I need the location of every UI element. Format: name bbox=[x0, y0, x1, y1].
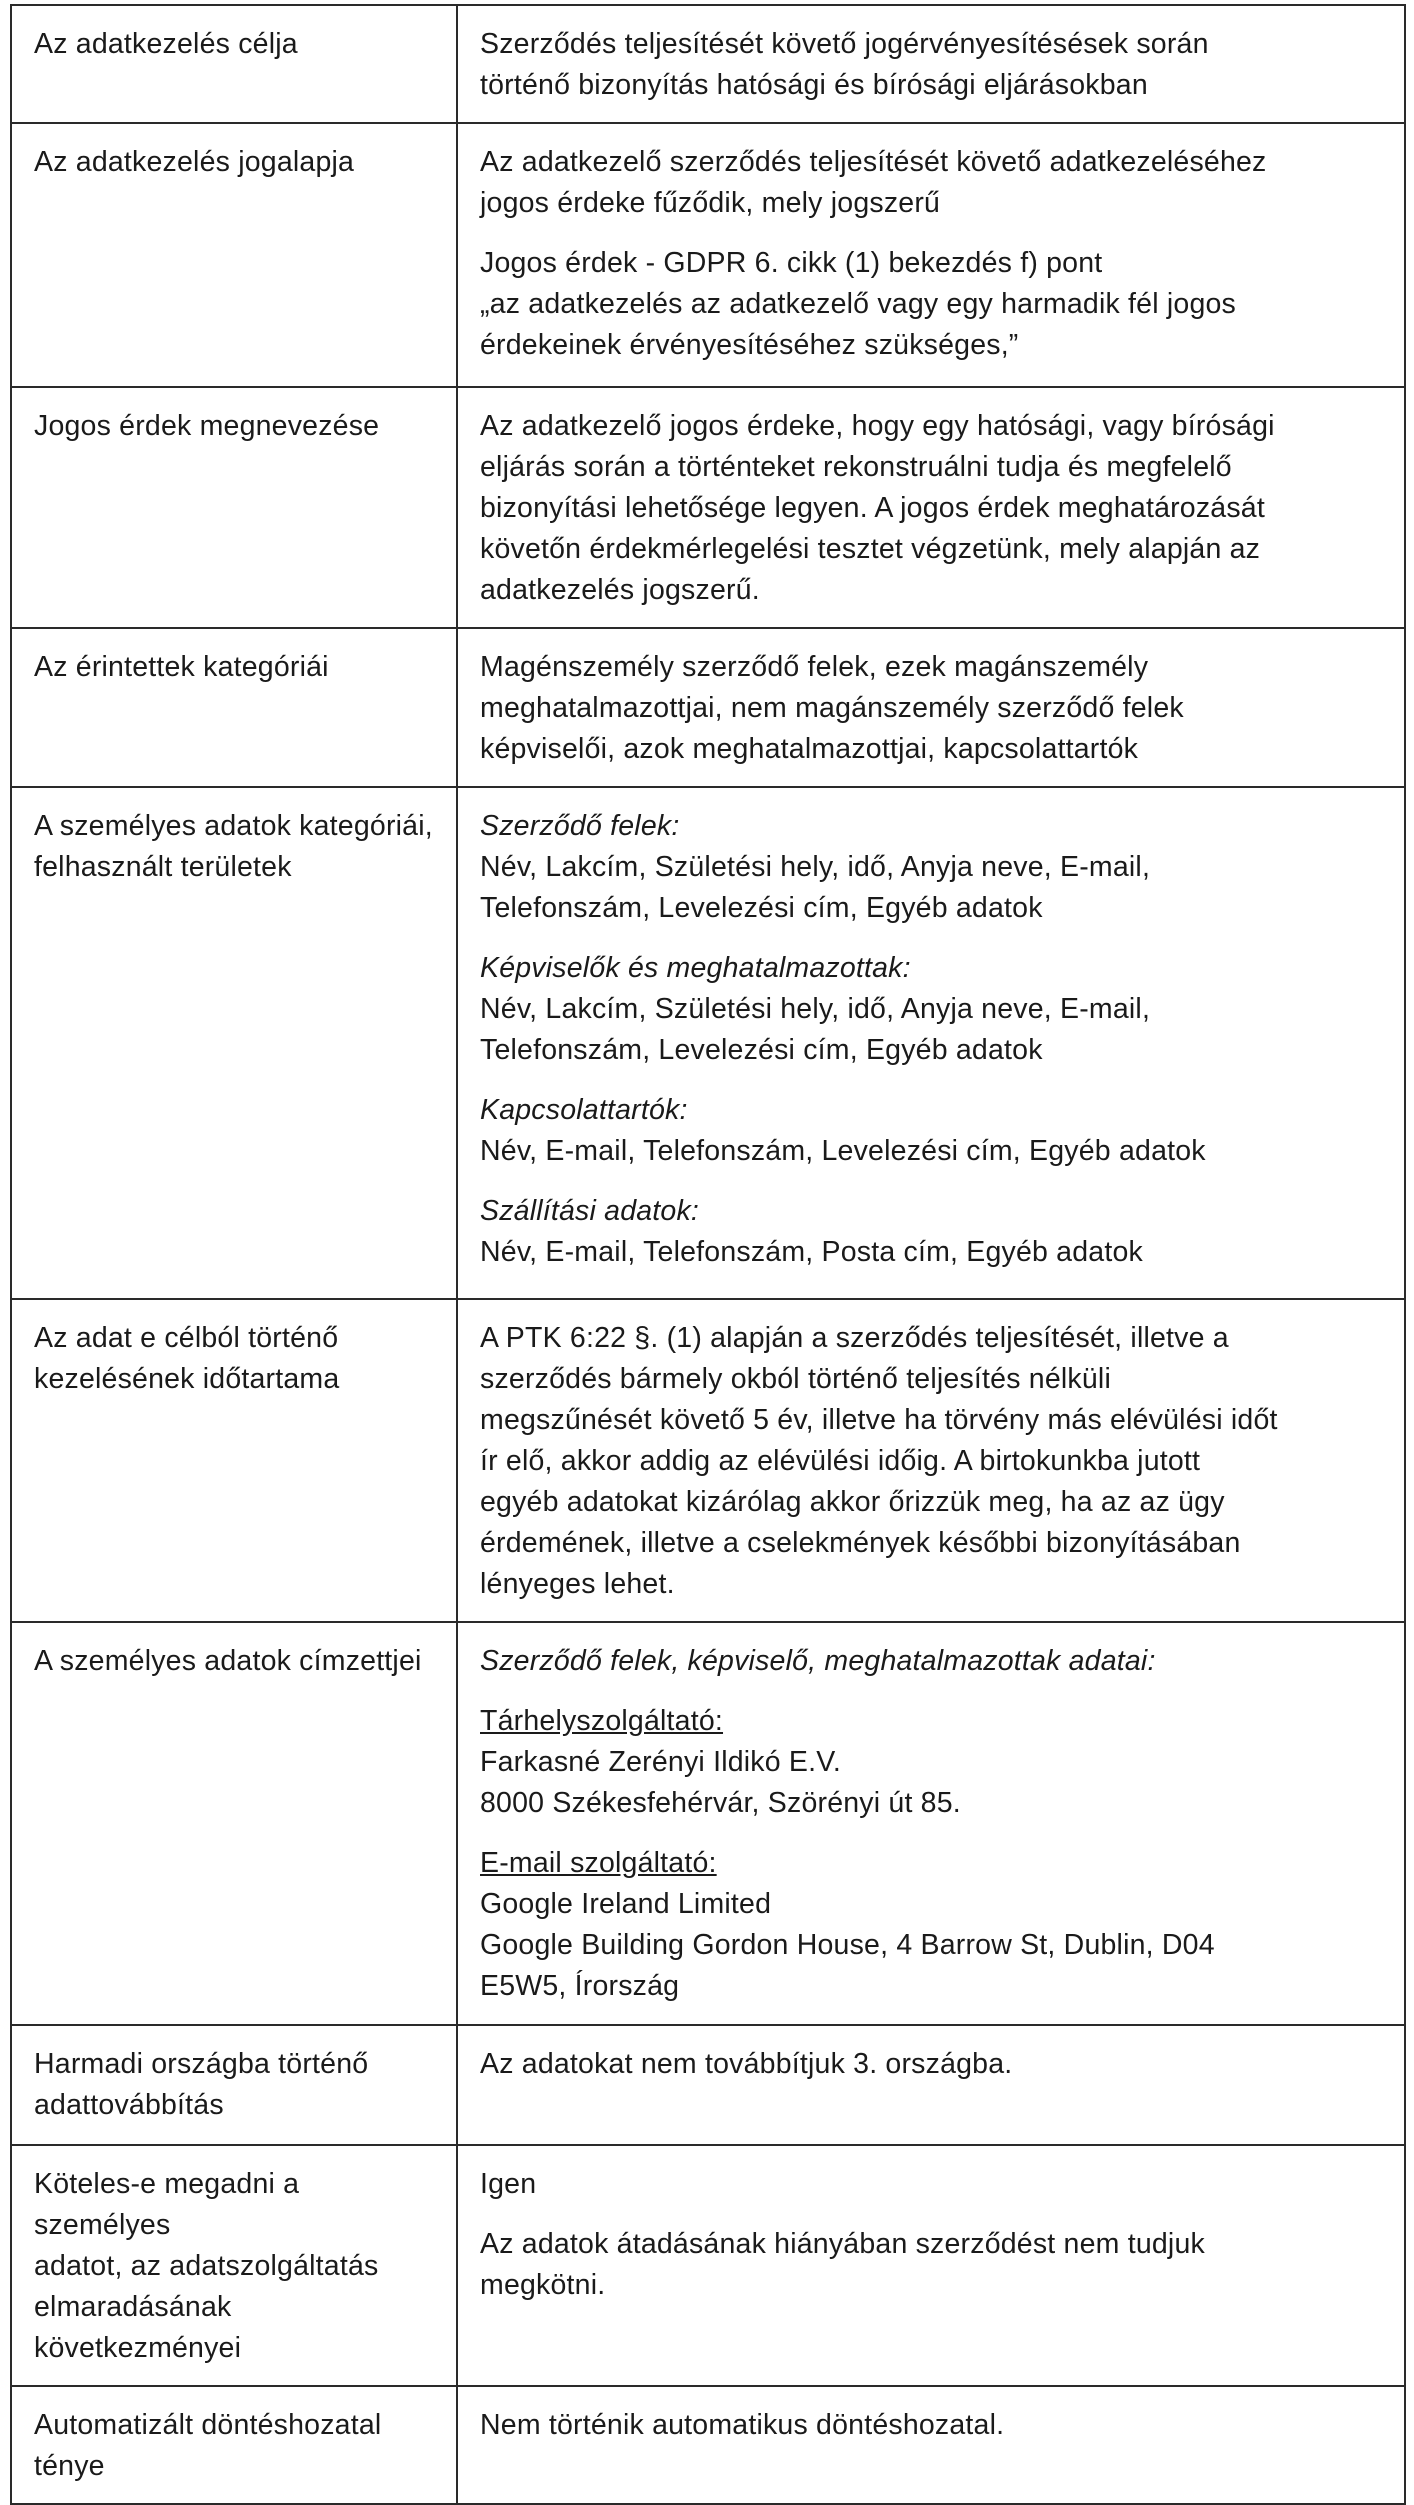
value-text: Az adatok átadásának hiányában szerződést nem tudjuk megkötni. bbox=[480, 2228, 1205, 2301]
row-value-cell bbox=[457, 5, 1405, 123]
row-label-cell bbox=[11, 787, 457, 1299]
row-value-cell bbox=[457, 2386, 1405, 2504]
value-subheading: E-mail szolgáltató: bbox=[480, 1847, 717, 1879]
table-row bbox=[11, 5, 1405, 123]
value-paragraph bbox=[480, 142, 1382, 224]
value-text: Farkasné Zerényi Ildikó E.V. 8000 Székesfehérvár, Szörényi út 85. bbox=[480, 1746, 961, 1819]
value-text: Név, E-mail, Telefonszám, Levelezési cím, Egyéb adatok bbox=[480, 1135, 1206, 1167]
row-value-cell bbox=[457, 2145, 1405, 2386]
value-text: Igen bbox=[480, 2168, 537, 2200]
row-label: Az érintettek kategóriái bbox=[34, 651, 329, 683]
value-text: Magénszemély szerződő felek, ezek magánszemély meghatalmazottjai, nem magánszemély szerződő felek képviselői, azok meghatalmazottjai, kapcsolattartók bbox=[480, 651, 1184, 765]
value-text: Név, Lakcím, Születési hely, idő, Anyja neve, E-mail, Telefonszám, Levelezési cím, Egyéb adatok bbox=[480, 851, 1151, 924]
row-label-cell bbox=[11, 387, 457, 628]
row-value-cell bbox=[457, 628, 1405, 787]
row-label-cell bbox=[11, 5, 457, 123]
value-paragraph bbox=[480, 948, 1382, 1071]
row-label: Automatizált döntéshozatal ténye bbox=[34, 2409, 382, 2482]
value-text: Név, E-mail, Telefonszám, Posta cím, Egyéb adatok bbox=[480, 1236, 1143, 1268]
row-label: A személyes adatok címzettjei bbox=[34, 1645, 422, 1677]
value-text: Nem történik automatikus döntéshozatal. bbox=[480, 2409, 1005, 2441]
value-text: Az adatkezelő jogos érdeke, hogy egy hatósági, vagy bírósági eljárás során a történteket rekonstruálni tudja és megfelelő bizonyítási lehetősége legyen. A jogos érdek meghatározását követőn érdekmérlegelési tesztet végzetünk, mely alapján az adatkezelés jogszerű. bbox=[480, 410, 1275, 606]
row-value-cell bbox=[457, 1622, 1405, 2025]
value-paragraph bbox=[480, 243, 1382, 366]
value-paragraph bbox=[480, 1701, 1382, 1824]
row-label: Az adat e célból történő kezelésének időtartama bbox=[34, 1322, 340, 1395]
value-paragraph bbox=[480, 1191, 1382, 1273]
table-row bbox=[11, 387, 1405, 628]
value-paragraph bbox=[480, 1641, 1382, 1682]
row-value-cell bbox=[457, 387, 1405, 628]
row-label-cell bbox=[11, 123, 457, 387]
row-label-cell bbox=[11, 2145, 457, 2386]
table-row bbox=[11, 123, 1405, 387]
row-label: Az adatkezelés jogalapja bbox=[34, 146, 355, 178]
row-label: Köteles-e megadni a személyes adatot, az adatszolgáltatás elmaradásának következményei bbox=[34, 2168, 379, 2364]
row-label-cell bbox=[11, 2386, 457, 2504]
value-subheading: Szerződő felek: bbox=[480, 810, 680, 842]
table-row bbox=[11, 787, 1405, 1299]
row-value-cell bbox=[457, 2025, 1405, 2145]
value-subheading: Tárhelyszolgáltató: bbox=[480, 1705, 724, 1737]
row-label: Harmadi országba történő adattovábbítás bbox=[34, 2048, 369, 2121]
value-text: A PTK 6:22 §. (1) alapján a szerződés teljesítését, illetve a szerződés bármely okból történő teljesítés nélküli megszűnését követő 5 év, illetve ha törvény más elévülési időt ír elő, akkor addig az elévülési időig. A birtokunkba jutott egyéb adatokat kizárólag akkor őrizzük meg, ha az az ügy érdemének, illetve a cselekmények későbbi bizonyításában lényeges lehet. bbox=[480, 1322, 1278, 1600]
value-subheading: Kapcsolattartók: bbox=[480, 1094, 688, 1126]
value-text: Az adatokat nem továbbítjuk 3. országba. bbox=[480, 2048, 1013, 2080]
row-label-cell bbox=[11, 1622, 457, 2025]
row-label-cell bbox=[11, 2025, 457, 2145]
value-text: Az adatkezelő szerződés teljesítését követő adatkezeléséhez jogos érdeke fűződik, mely jogszerű bbox=[480, 146, 1267, 219]
row-label: Jogos érdek megnevezése bbox=[34, 410, 380, 442]
table-body bbox=[11, 5, 1405, 2504]
table-row bbox=[11, 2386, 1405, 2504]
value-text: Jogos érdek - GDPR 6. cikk (1) bekezdés f) pont „az adatkezelés az adatkezelő vagy egy harmadik fél jogos érdekeinek érvényesítéséhez szükséges,” bbox=[480, 247, 1236, 361]
value-text: Név, Lakcím, Születési hely, idő, Anyja neve, E-mail, Telefonszám, Levelezési cím, Egyéb adatok bbox=[480, 993, 1151, 1066]
row-label: Az adatkezelés célja bbox=[34, 28, 298, 60]
value-paragraph bbox=[480, 2044, 1382, 2085]
table-row bbox=[11, 2145, 1405, 2386]
table-row bbox=[11, 2025, 1405, 2145]
value-paragraph bbox=[480, 406, 1382, 611]
row-label-cell bbox=[11, 1299, 457, 1622]
row-value-cell bbox=[457, 1299, 1405, 1622]
row-value-cell bbox=[457, 787, 1405, 1299]
table-row bbox=[11, 1299, 1405, 1622]
value-text: Szerződés teljesítését követő jogérvényesítésések során történő bizonyítás hatósági és bírósági eljárásokban bbox=[480, 28, 1209, 101]
value-paragraph bbox=[480, 1318, 1382, 1605]
value-subheading: Szerződő felek, képviselő, meghatalmazottak adatai: bbox=[480, 1645, 1156, 1677]
value-paragraph bbox=[480, 2224, 1382, 2306]
row-value-cell bbox=[457, 123, 1405, 387]
row-label: A személyes adatok kategóriái, felhasznált területek bbox=[34, 810, 433, 883]
value-subheading: Képviselők és meghatalmazottak: bbox=[480, 952, 911, 984]
data-processing-table bbox=[10, 4, 1406, 2505]
value-paragraph bbox=[480, 1090, 1382, 1172]
table-row bbox=[11, 1622, 1405, 2025]
value-subheading: Szállítási adatok: bbox=[480, 1195, 700, 1227]
value-paragraph bbox=[480, 2164, 1382, 2205]
value-text: Google Ireland Limited Google Building Gordon House, 4 Barrow St, Dublin, D04 E5W5, Írország bbox=[480, 1888, 1215, 2002]
value-paragraph bbox=[480, 806, 1382, 929]
value-paragraph bbox=[480, 2405, 1382, 2446]
table-row bbox=[11, 628, 1405, 787]
row-label-cell bbox=[11, 628, 457, 787]
value-paragraph bbox=[480, 1843, 1382, 2007]
value-paragraph bbox=[480, 24, 1382, 106]
value-paragraph bbox=[480, 647, 1382, 770]
